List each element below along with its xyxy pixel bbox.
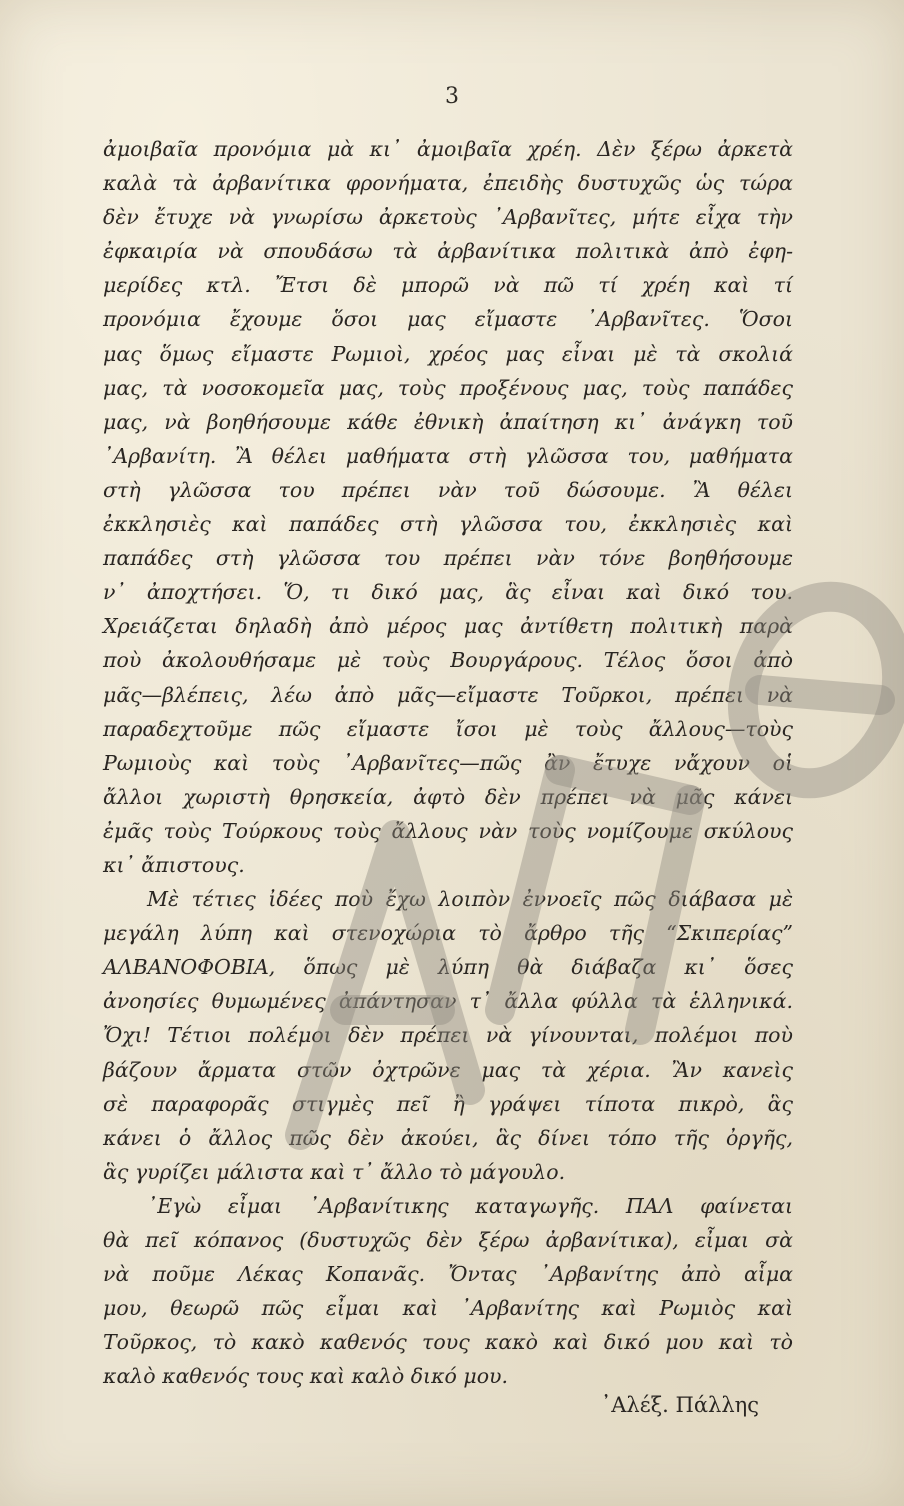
text-line: ᾿Αρβανίτη. Ἂ θέλει μαθήματα στὴ γλῶσσα του, μαθήματα (103, 443, 793, 468)
text-line: ἃς γυρίζει μάλιστα καὶ τ᾽ ἄλλο τὸ μάγουλο. (103, 1159, 566, 1184)
text-line: βάζουν ἄρματα στῶν ὀχτρῶνε μας τὰ χέρια. Ἂν κανεὶς (103, 1057, 793, 1082)
text-line: ἐμᾶς τοὺς Τούρκους τοὺς ἄλλους νὰν τοὺς νομίζουμε σκύλους (103, 818, 793, 843)
text-line: ἐκκλησιὲς καὶ παπάδες στὴ γλῶσσα του, ἐκκλησιὲς καὶ (103, 512, 793, 537)
text-line: προνόμια ἔχουμε ὅσοι μας εἴμαστε ᾿Αρβανῖτες. Ὅσοι (103, 307, 793, 332)
text-line: παραδεχτοῦμε πῶς εἴμαστε ἴσοι μὲ τοὺς ἄλλους—τοὺς (103, 716, 793, 741)
text-line: Ρωμιοὺς καὶ τοὺς ᾿Αρβανῖτες—πῶς ἂν ἔτυχε νἄχουν οἱ (103, 750, 793, 775)
text-line: μᾶς—βλέπεις, λέω ἀπὸ μᾶς—εἴμαστε Τοῦρκοι, πρέπει νὰ (103, 682, 793, 707)
text-line: μας ὅμως εἴμαστε Ρωμιοὶ, χρέος μας εἶναι μὲ τὰ σκολιά (103, 341, 793, 366)
text-line: ν᾽ ἀποχτήσει. Ὅ, τι δικό μας, ἃς εἶναι καὶ δικό του. (103, 580, 793, 605)
text-line: στὴ γλῶσσα του πρέπει νὰν τοῦ δώσουμε. Ἂ θέλει (103, 477, 793, 502)
text-line: καλὸ καθενός τους καὶ καλὸ δικό μου. (103, 1364, 509, 1389)
text-line: παπάδες στὴ γλῶσσα του πρέπει νὰν τόνε βοηθήσουμε (103, 546, 793, 571)
text-line: ἀμοιβαῖα προνόμια μὰ κι᾽ ἀμοιβαῖα χρέη. Δὲν ξέρω ἀρκετὰ (103, 137, 793, 161)
text-line: κι᾽ ἄπιστους. (103, 852, 245, 877)
text-line: μου, θεωρῶ πῶς εἶμαι καὶ ᾿Αρβανίτης καὶ Ρωμιὸς καὶ (103, 1296, 793, 1321)
text-line: μεγάλη λύπη καὶ στενοχώρια τὸ ἄρθρο τῆς “Σκιπερίας” (103, 921, 793, 946)
text-line: ἀνοησίες θυμωμένες ἀπάντησαν τ᾽ ἄλλα φύλλα τὰ ἑλληνικά. (103, 989, 793, 1014)
page-number: 3 (445, 84, 459, 109)
text-line: ᾿Εγὼ εἶμαι ᾿Αρβανίτικης καταγωγῆς. ΠΑΛ φαίνεται (147, 1193, 793, 1218)
text-line: θὰ πεῖ κόπανος (δυστυχῶς δὲν ξέρω ἀρβανίτικα), εἶμαι σὰ (103, 1228, 793, 1252)
text-line: ΑΛΒΑΝΟΦΟΒΙΑ, ὅπως μὲ λύπη θὰ διάβαζα κι᾽ ὅσες (103, 955, 793, 980)
text-line: Τοῦρκος, τὸ κακὸ καθενός τους κακὸ καὶ δικό μου καὶ τὸ (103, 1330, 793, 1355)
text-line: σὲ παραφορᾶς στιγμὲς πεῖ ἢ γράψει τίποτα πικρὸ, ἃς (103, 1091, 793, 1116)
text-line: μας, τὰ νοσοκομεῖα μας, τοὺς προξένους μας, τοὺς παπάδες (103, 375, 793, 400)
text-line: Ὄχι! Τέτιοι πολέμοι δὲν πρέπει νὰ γίνουνται, πολέμοι ποὺ (103, 1023, 793, 1048)
text-line: μερίδες κτλ. Ἔτσι δὲ μπορῶ νὰ πῶ τί χρέη καὶ τί (103, 273, 793, 298)
text-line: ἄλλοι χωριστὴ θρησκεία, ἀφτὸ δὲν πρέπει νὰ μᾶς κάνει (103, 784, 793, 809)
text-line: Μὲ τέτιες ἰδέες ποὺ ἔχω λοιπὸν ἐννοεῖς πῶς διάβασα μὲ (147, 887, 793, 912)
text-line: νὰ ποῦμε Λέκας Κοπανᾶς. Ὄντας ᾿Αρβανίτης ἀπὸ αἷμα (103, 1262, 793, 1287)
text-line: ἐφκαιρία νὰ σπουδάσω τὰ ἀρβανίτικα πολιτικὰ ἀπὸ ἐφη- (103, 239, 793, 264)
author-signature: ᾿Αλέξ. Πάλλης (600, 1393, 759, 1417)
body-text (103, 132, 793, 1393)
text-line: καλὰ τὰ ἀρβανίτικα φρονήματα, ἐπειδὴς δυστυχῶς ὡς τώρα (103, 171, 793, 196)
text-line: Χρειάζεται δηλαδὴ ἀπὸ μέρος μας ἀντίθετη πολιτικὴ παρὰ (103, 614, 793, 639)
text-line: μας, νὰ βοηθήσουμε κάθε ἐθνικὴ ἀπαίτηση κι᾽ ἀνάγκη τοῦ (103, 409, 793, 434)
text-line: δὲν ἔτυχε νὰ γνωρίσω ἀρκετοὺς ᾿Αρβανῖτες, μήτε εἶχα τὴν (103, 205, 793, 230)
text-line: κάνει ὁ ἄλλος πῶς δὲν ἀκούει, ἃς δίνει τόπο τῆς ὀργῆς, (103, 1125, 793, 1150)
text-line: ποὺ ἀκολουθήσαμε μὲ τοὺς Βουργάρους. Τέλος ὅσοι ἀπὸ (103, 648, 793, 673)
